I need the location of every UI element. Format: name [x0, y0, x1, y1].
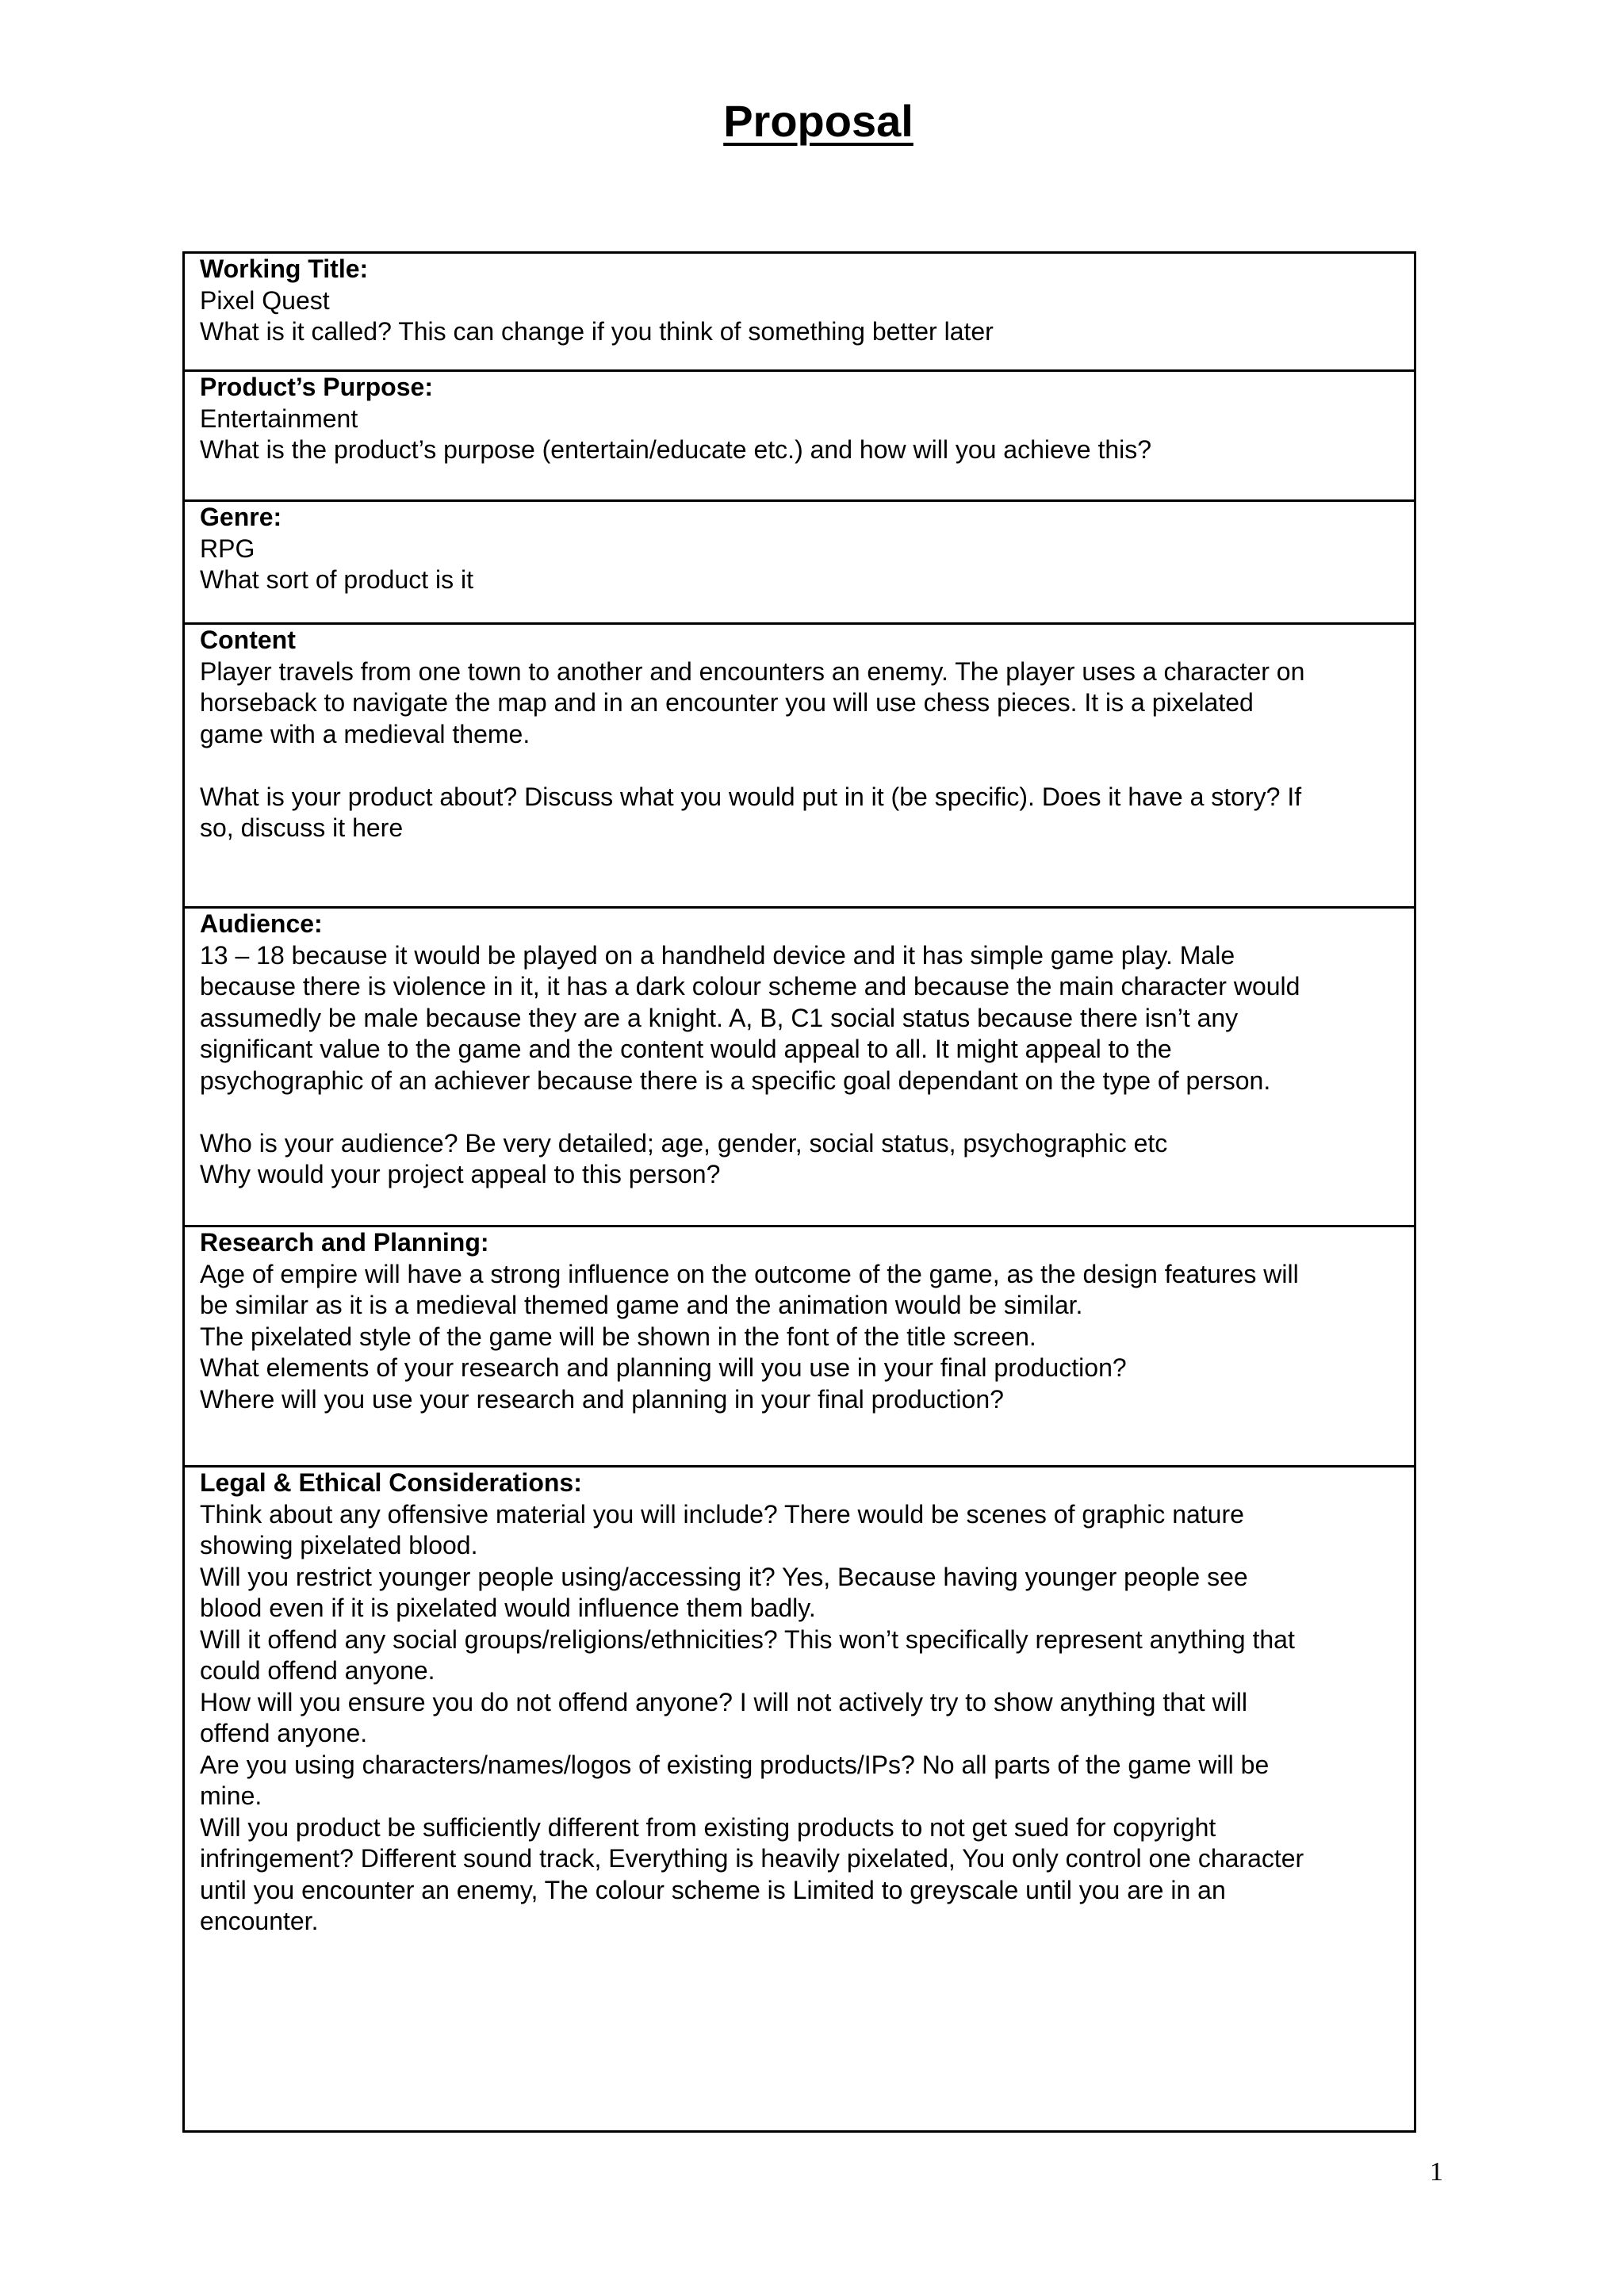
- research-line: Where will you use your research and planning in your final production?: [200, 1384, 1004, 1414]
- legal-line: mine.: [200, 1781, 262, 1810]
- genre-prompt: What sort of product is it: [200, 565, 474, 594]
- legal-line: Will you product be sufficiently different from existing products to not get sued for copyright: [200, 1812, 1216, 1842]
- research-line: be similar as it is a medieval themed game and the animation would be similar.: [200, 1291, 1083, 1319]
- research-heading: Research and Planning:: [200, 1228, 489, 1257]
- audience-prompt-line: Who is your audience? Be very detailed; age, gender, social status, psychographic etc: [200, 1128, 1168, 1158]
- legal-line: infringement? Different sound track, Everything is heavily pixelated, You only control one character: [200, 1844, 1304, 1873]
- research-line: Age of empire will have a strong influence on the outcome of the game, as the design features will: [200, 1259, 1299, 1288]
- legal-line: until you encounter an enemy, The colour scheme is Limited to greyscale until you are in an: [200, 1875, 1226, 1904]
- legal-line: showing pixelated blood.: [200, 1531, 478, 1559]
- legal-line: Will it offend any social groups/religions/ethnicities? This won’t specifically represent anything that: [200, 1624, 1295, 1654]
- section-working-title: [185, 254, 1414, 372]
- proposal-form: [182, 251, 1416, 2133]
- audience-line: psychographic of an achiever because there is a specific goal dependant on the type of person.: [200, 1066, 1271, 1095]
- working-title-prompt: What is it called? This can change if you think of something better later: [200, 317, 994, 346]
- purpose-value: Entertainment: [200, 404, 358, 433]
- content-line: Player travels from one town to another and encounters an enemy. The player uses a character on: [200, 656, 1305, 686]
- section-legal-ethical: [185, 1468, 1414, 2130]
- audience-line: because there is violence in it, it has a dark colour scheme and because the main character would: [200, 972, 1300, 1001]
- purpose-heading: Product’s Purpose:: [200, 373, 433, 401]
- content-prompt-line: so, discuss it here: [200, 813, 404, 842]
- audience-heading: Audience:: [200, 909, 323, 938]
- legal-line: could offend anyone.: [200, 1656, 435, 1685]
- genre-value: RPG: [200, 534, 255, 563]
- paragraph-gap: [200, 1096, 1400, 1128]
- audience-line: 13 – 18 because it would be played on a handheld device and it has simple game play. Male: [200, 940, 1235, 970]
- working-title-value: Pixel Quest: [200, 285, 330, 315]
- section-research-planning: [185, 1227, 1414, 1468]
- working-title-heading: Working Title:: [200, 254, 369, 283]
- section-audience: [185, 909, 1414, 1227]
- legal-heading: Legal & Ethical Considerations:: [200, 1468, 582, 1497]
- audience-line: significant value to the game and the content would appeal to all. It might appeal to the: [200, 1035, 1172, 1063]
- research-line: The pixelated style of the game will be shown in the font of the title screen.: [200, 1322, 1036, 1351]
- content-line: horseback to navigate the map and in an encounter you will use chess pieces. It is a pixelated: [200, 688, 1254, 717]
- research-line: What elements of your research and planning will you use in your final production?: [200, 1353, 1127, 1382]
- audience-prompt-line: Why would your project appeal to this person?: [200, 1160, 721, 1188]
- paragraph-gap: [200, 750, 1400, 782]
- legal-line: blood even if it is pixelated would influence them badly.: [200, 1594, 816, 1622]
- legal-line: Are you using characters/names/logos of existing products/IPs? No all parts of the game will be: [200, 1750, 1270, 1779]
- page-number: 1: [1430, 2157, 1443, 2187]
- legal-line: How will you ensure you do not offend anyone? I will not actively try to show anything that will: [200, 1687, 1248, 1716]
- content-prompt-line: What is your product about? Discuss what you would put in it (be specific). Does it have a story? If: [200, 782, 1302, 811]
- section-content: [185, 625, 1414, 909]
- genre-heading: Genre:: [200, 503, 282, 531]
- content-line: game with a medieval theme.: [200, 719, 530, 748]
- page-title: Proposal: [723, 96, 914, 146]
- legal-line: Think about any offensive material you will include? There would be scenes of graphic nature: [200, 1499, 1244, 1529]
- section-genre: [185, 502, 1414, 625]
- purpose-prompt: What is the product’s purpose (entertain/educate etc.) and how will you achieve this?: [200, 435, 1152, 464]
- audience-line: assumedly be male because they are a knight. A, B, C1 social status because there isn’t any: [200, 1003, 1239, 1032]
- section-purpose: [185, 372, 1414, 502]
- legal-line: Will you restrict younger people using/accessing it? Yes, Because having younger people see: [200, 1562, 1248, 1591]
- content-heading: Content: [200, 626, 296, 654]
- legal-line: encounter.: [200, 1907, 319, 1935]
- legal-line: offend anyone.: [200, 1719, 368, 1747]
